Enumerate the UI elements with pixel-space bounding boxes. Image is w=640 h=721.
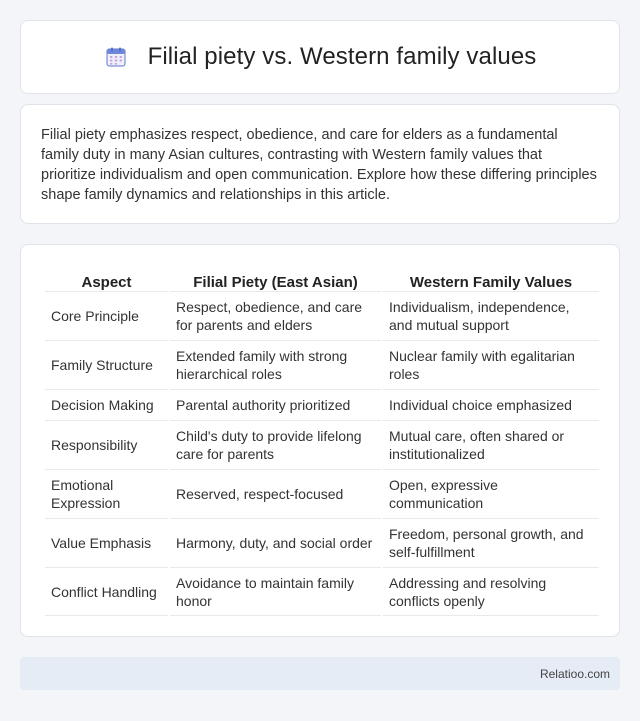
table-row bbox=[45, 567, 599, 616]
table-cell: Respect, obedience, and care for parents and elders bbox=[170, 291, 381, 340]
table-cell: Core Principle bbox=[45, 291, 168, 340]
table-cell: Harmony, duty, and social order bbox=[170, 518, 381, 567]
table-row bbox=[45, 469, 599, 518]
table-cell: Value Emphasis bbox=[45, 518, 168, 567]
table-row bbox=[45, 389, 599, 420]
header-aspect: Aspect bbox=[81, 274, 132, 291]
page-title: Filial piety vs. Western family values bbox=[147, 43, 537, 70]
table-cell: Freedom, personal growth, and self-fulfillment bbox=[383, 518, 599, 567]
table-header-row bbox=[45, 265, 599, 291]
table-cell: Emotional Expression bbox=[45, 469, 168, 518]
comparison-table bbox=[43, 265, 601, 616]
table-cell: Child's duty to provide lifelong care for parents bbox=[170, 420, 381, 469]
calendar-icon bbox=[104, 45, 128, 69]
table-cell: Nuclear family with egalitarian roles bbox=[383, 340, 599, 389]
table-cell: Mutual care, often shared or institutionalized bbox=[383, 420, 599, 469]
header-western-values: Western Family Values bbox=[409, 274, 573, 291]
table-cell: Family Structure bbox=[45, 340, 168, 389]
table-cell: Parental authority prioritized bbox=[170, 389, 381, 420]
title-card bbox=[20, 20, 620, 94]
footer-brand: Relatioo.com bbox=[539, 667, 610, 681]
header-filial-piety: Filial Piety (East Asian) bbox=[193, 274, 358, 291]
table-cell: Responsibility bbox=[45, 420, 168, 469]
table-cell: Decision Making bbox=[45, 389, 168, 420]
table-row bbox=[45, 291, 599, 340]
table-cell: Individual choice emphasized bbox=[383, 389, 599, 420]
table-cell: Conflict Handling bbox=[45, 567, 168, 616]
table-cell: Addressing and resolving conflicts openly bbox=[383, 567, 599, 616]
table-cell: Open, expressive communication bbox=[383, 469, 599, 518]
table-row bbox=[45, 340, 599, 389]
intro-text: Filial piety emphasizes respect, obedience, and care for elders as a fundamental family duty in many Asian cultures, contrasting with Western family values that prioritize individualism and open communication. Explore how these differing principles shape family dynamics and relationships in this article. bbox=[41, 127, 597, 203]
table-row bbox=[45, 518, 599, 567]
table-cell: Reserved, respect-focused bbox=[170, 469, 381, 518]
table-cell: Avoidance to maintain family honor bbox=[170, 567, 381, 616]
comparison-table-card bbox=[20, 244, 620, 637]
footer bbox=[20, 657, 620, 690]
table-row bbox=[45, 420, 599, 469]
intro-card bbox=[20, 104, 620, 224]
table-cell: Extended family with strong hierarchical roles bbox=[170, 340, 381, 389]
table-cell: Individualism, independence, and mutual support bbox=[383, 291, 599, 340]
